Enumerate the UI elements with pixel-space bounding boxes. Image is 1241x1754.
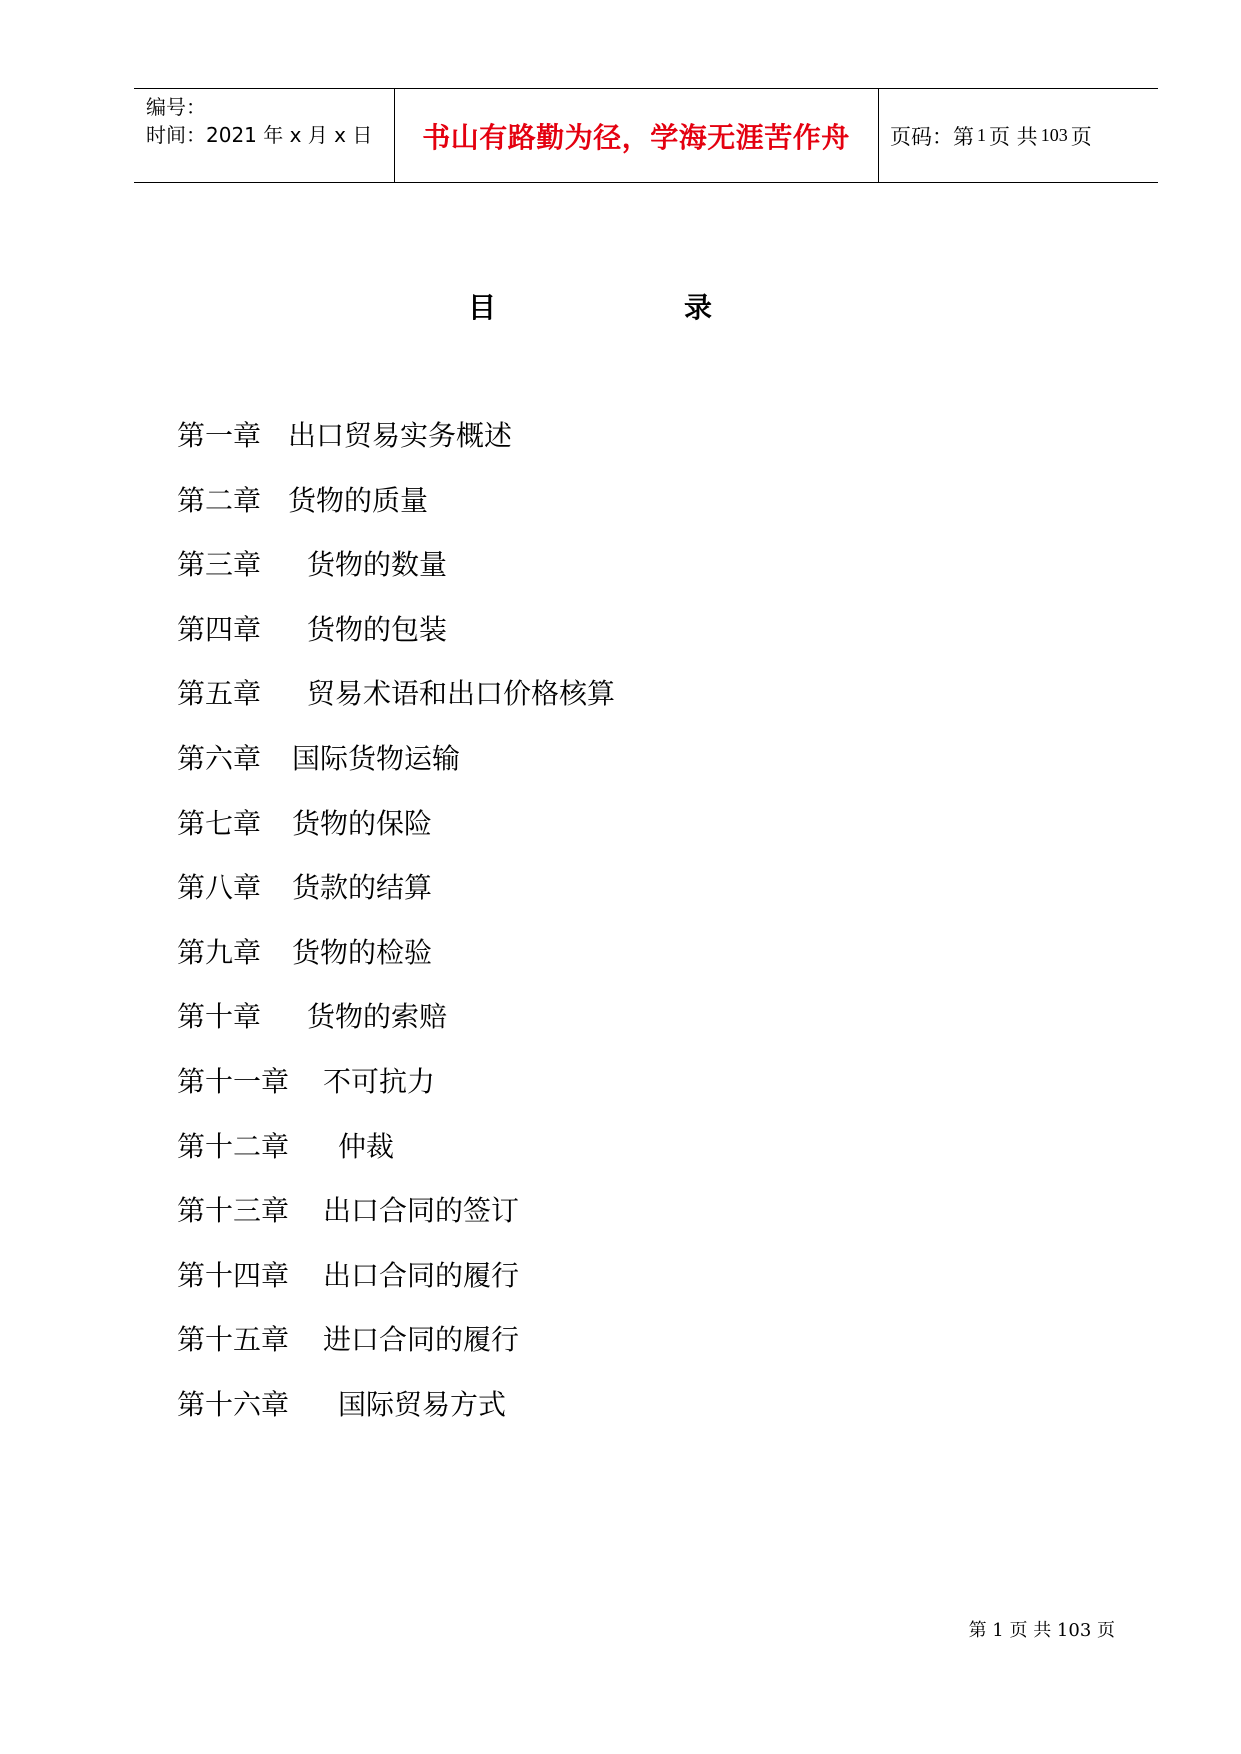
toc-item-chapter: 第八章: [177, 871, 262, 905]
toc-item-title: 货物的保险: [292, 806, 433, 840]
page-current: 1: [977, 125, 986, 145]
toc-item-chapter: 第十二章: [177, 1129, 290, 1163]
header-motto: 书山有路勤为径，学海无涯苦作舟: [422, 120, 850, 154]
toc-item-chapter: 第十五章: [177, 1323, 290, 1357]
code-label: 编号：: [146, 95, 206, 119]
toc-title-left: 目: [468, 291, 497, 324]
page-label-mid: 页 共: [989, 124, 1038, 149]
document-header: [134, 88, 1158, 183]
toc-item-chapter: 第五章: [177, 677, 262, 711]
toc-item-chapter: 第十一章: [177, 1064, 290, 1098]
toc-item-title: 出口合同的履行: [323, 1258, 520, 1292]
toc-item-title: 货款的结算: [292, 871, 433, 905]
toc-item-chapter: 第十章: [177, 1000, 262, 1034]
toc-item-title: 仲裁: [338, 1129, 395, 1163]
page-label-suffix: 页: [1070, 124, 1092, 149]
toc-item-title: 货物的质量: [288, 483, 429, 517]
toc-item-chapter: 第十四章: [177, 1258, 290, 1292]
page-footer: 第 1 页 共 103 页: [968, 1620, 1115, 1641]
toc-item-chapter: 第一章: [177, 419, 262, 452]
toc-item-title: 货物的数量: [307, 548, 448, 582]
toc-item-title: 国际货物运输: [292, 741, 461, 775]
toc-item-title: 不可抗力: [323, 1064, 436, 1098]
toc-item-title: 货物的包装: [307, 612, 448, 646]
toc-title-right: 录: [684, 291, 713, 324]
toc-item-chapter: 第十三章: [177, 1194, 290, 1228]
toc-item-chapter: 第三章: [177, 548, 262, 582]
toc-item-title: 出口贸易实务概述: [288, 419, 513, 452]
toc-item-chapter: 第七章: [177, 806, 262, 840]
header-page-number: [890, 89, 1092, 182]
time-label: 时间：2021 年 x 月 x 日: [146, 123, 373, 147]
toc-item-chapter: 第二章: [177, 483, 262, 517]
toc-item-title: 贸易术语和出口价格核算: [307, 677, 616, 711]
toc-item-title: 货物的检验: [292, 935, 433, 969]
header-meta: [146, 93, 372, 149]
page-label-prefix: 页码：第: [890, 124, 974, 149]
toc-item-title: 国际贸易方式: [338, 1387, 507, 1421]
toc-item-chapter: 第十六章: [177, 1387, 290, 1421]
toc-item-title: 进口合同的履行: [323, 1323, 520, 1357]
toc-item-chapter: 第九章: [177, 935, 262, 969]
toc-item-title: 出口合同的签订: [323, 1194, 520, 1228]
page-total: 103: [1040, 125, 1068, 145]
toc-item-title: 货物的索赔: [307, 1000, 448, 1034]
header-divider-right: [878, 89, 879, 182]
toc-item-chapter: 第六章: [177, 741, 262, 775]
toc-title: [0, 286, 1241, 326]
toc-item-chapter: 第四章: [177, 612, 262, 646]
